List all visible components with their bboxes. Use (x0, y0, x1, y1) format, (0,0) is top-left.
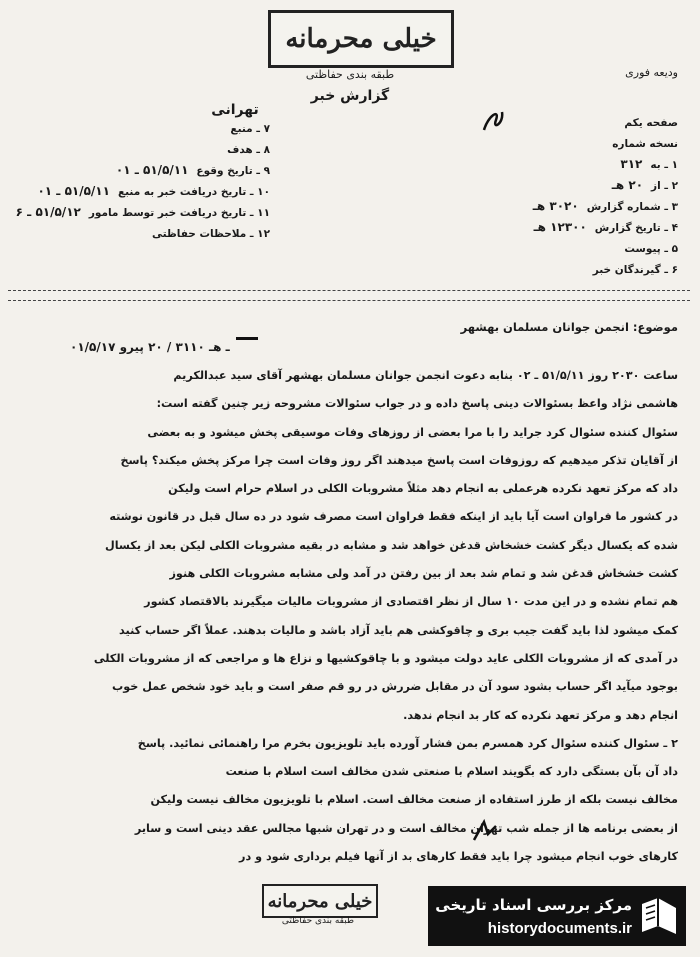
body-line: شده که یکسال دیگر کشت خشخاش قدغن خواهد شد و مشابه در بقیه مشروبات الکلی لیکن بعد از یکسال (105, 538, 678, 552)
body-line: هاشمی نژاد واعظ بسئوالات دینی پاسخ داده و در جواب سئوالات مشروحه زیر چنین گفته است: (156, 397, 678, 411)
body-line: سئوال کننده سئوال کرد جراید را با مرا بعضی از روزهای وفات موسیقی پخش میشود و به بعضی (147, 425, 678, 439)
body-line: در کشور ما فراوان است آیا باید از اینکه فقط فراوان است مصرف شود در ده سال قبل در قانون نوشته (109, 510, 678, 524)
classification-stamp-top (268, 10, 454, 68)
field-row: ۶ ـ گیرندگان خبر (592, 264, 678, 276)
body-line: ۲ ـ سئوال کننده سئوال کرد همسرم بمن فشار آورده باید تلویزیون بخرم مرا راهنمائی نمائید. پاسخ (137, 736, 678, 750)
watermark-url: historydocuments.ir (487, 920, 632, 937)
document-title: گزارش خبر (310, 88, 390, 104)
field-row: ۱۰ ـ تاریخ دریافت خبر به منبع۵۱/۵/۱۱ ـ ۰۱ (37, 184, 270, 198)
document-priority: ودیعه فوری (625, 66, 678, 79)
classification-stamp-text: خیلی محرمانه (267, 890, 373, 912)
body-line: داد که مرکز تعهد نکرده هرعملی به انجام دهد مثلاً مشروبات الکلی در اسلام حرام است ولیکن (168, 482, 678, 496)
city-label: تهرانی (211, 102, 259, 118)
body-line: در آمدی که از مشروبات الکلی عاید دولت میشود و با چاقوکشیها و نزاع ها و مراجعی که از مشروبات الکلی (93, 651, 678, 665)
ink-mark (236, 323, 258, 340)
field-row: ۵ ـ پیوست (624, 243, 678, 255)
field-row: ۴ ـ تاریخ گزارش۱۲۳۰۰ هـ (533, 220, 678, 234)
handwritten-mark-icon (470, 818, 500, 844)
body-line: انجام دهد و مرکز تعهد نکرده که کار بد انجام ندهد. (403, 708, 678, 722)
report-reference: ۰۱/۵/۱۷ ـ هـ ۳۱۱۰ / ۲۰ پیرو (70, 340, 230, 354)
divider (8, 290, 690, 291)
field-row: ۱۱ ـ تاریخ دریافت خبر توسط مامور۵۱/۵/۱۲ ـ ۶ (15, 205, 270, 219)
classification-label: طبقه بندی حفاظتی (281, 916, 355, 926)
field-row: صفحه یکم (624, 117, 678, 129)
fields-left-column (15, 118, 270, 244)
classification-label: طبقه بندی حفاظتی (305, 68, 395, 81)
field-row: ۷ ـ منبع (230, 123, 270, 135)
body-line: مخالف نیست بلکه از طرز استفاده از صنعت مخالف است. اسلام با تلویزیون مخالف نیست ولیکن (150, 793, 678, 807)
field-row: ۹ ـ تاریخ وقوع۵۱/۵/۱۱ ـ ۰۱ (115, 163, 270, 177)
body-line: کشت خشخاش قدغن شد و تمام شد بعد از بین رفتن در آمد ولی مشابه مشروبات الکلی هنوز (169, 567, 678, 581)
report-subject: موضوع: انجمن جوانان مسلمان بهشهر (460, 320, 678, 334)
body-line: ساعت ۲۰۳۰ روز ۵۱/۵/۱۱ ـ ۰۲ بنابه دعوت انجمن جوانان مسلمان بهشهر آقای سید عبدالکریم (173, 369, 678, 382)
field-row: نسخه شماره (612, 138, 678, 150)
field-row: ۲ ـ از۲۰ هـ (611, 178, 678, 192)
field-row: ۱ ـ به۳۱۲ (620, 157, 678, 171)
watermark-name: مرکز بررسی اسناد تاریخی (435, 896, 632, 914)
body-line: از بعضی برنامه ها از جمله شب تهران مخالف است و در تهران شبها مجالس عقد دینی است و سایر (134, 821, 678, 835)
field-row: ۳ ـ شماره گزارش۳۰۲۰ هـ (532, 199, 678, 213)
body-line: کارهای خوب انجام میشود چرا باید فقط کارهای بد از آنها فیلم برداری شود و در (239, 850, 678, 864)
divider (8, 300, 690, 301)
report-body (22, 362, 678, 871)
fields-right-column (348, 112, 678, 280)
body-line: بوجود میآید اگر حساب بشود سود آن در مقابل ضررش در رو قم صفر است و باید خود شخص عمل خوب (112, 680, 678, 694)
book-icon (638, 894, 680, 938)
classification-stamp-bottom (262, 884, 378, 918)
body-line: داد آن بآن بستگی دارد که بگویند اسلام با صنعتی شدن مخالف است اسلام با صنعت (225, 765, 678, 779)
watermark-badge (428, 886, 686, 946)
field-row: ۸ ـ هدف (227, 144, 270, 156)
body-line: کمک میشود لذا باید گفت جیب بری و چاقوکشی هم باید آزاد باشد و مالیات بدهند. عملاً اگر حساب کنید (119, 623, 678, 637)
body-line: هم تمام نشده و در این مدت ۱۰ سال از نظر اقتصادی از مشروبات مالیات میگیرند بالاقتصاد کشور (144, 595, 678, 609)
body-line: از آقایان تذکر میدهیم که روزوفات است پاسخ میدهند اگر روز وفات است چرا مرکز پخش میکند؟ پاسخ (120, 453, 678, 467)
classification-stamp-text: خیلی محرمانه (285, 24, 437, 54)
field-row: ۱۲ ـ ملاحظات حفاظتی (151, 228, 270, 240)
